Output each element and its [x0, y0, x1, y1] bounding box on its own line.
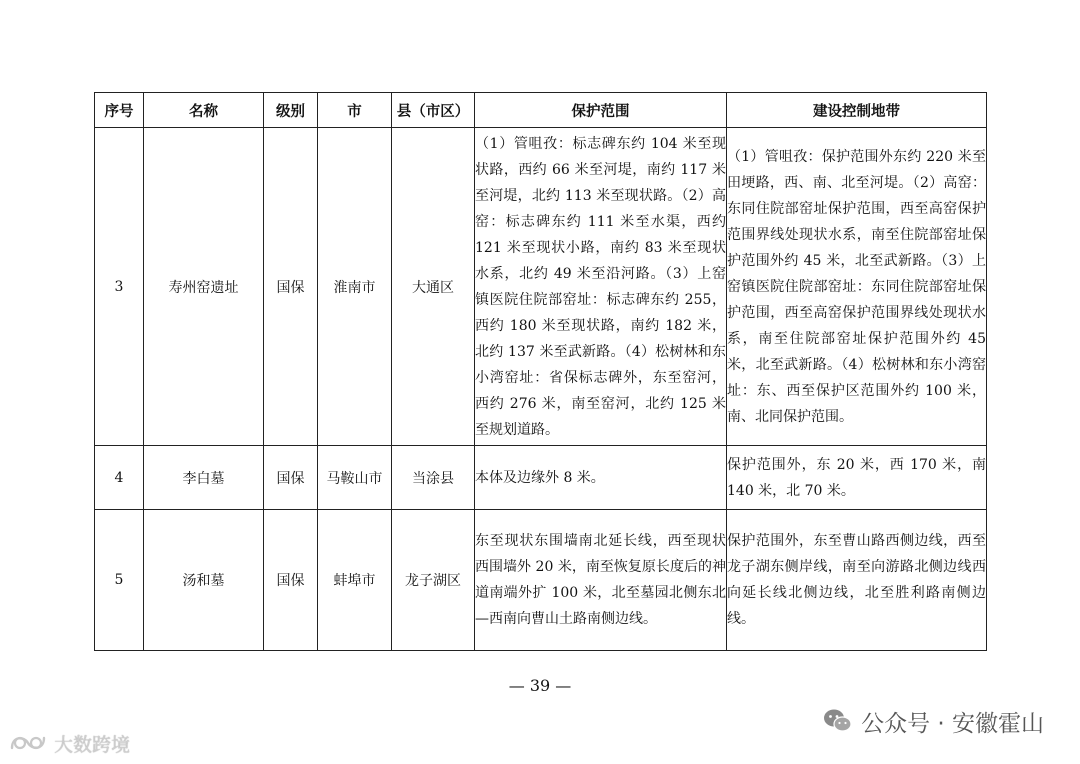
cell-level: 国保: [264, 446, 318, 510]
wechat-watermark: [823, 704, 1044, 738]
cell-level: 国保: [264, 510, 318, 651]
header-protection-scope: 保护范围: [475, 93, 727, 128]
cell-no: 3: [95, 128, 144, 446]
cell-control-zone: 保护范围外，东 20 米，西 170 米，南 140 米，北 70 米。: [727, 446, 987, 510]
table-row: [95, 510, 987, 651]
cell-county: 龙子湖区: [392, 510, 475, 651]
table-row: [95, 446, 987, 510]
cell-city: 马鞍山市: [318, 446, 392, 510]
cell-no: 5: [95, 510, 144, 651]
header-name: 名称: [144, 93, 264, 128]
wechat-icon: [823, 708, 853, 734]
cell-protection-scope: 本体及边缘外 8 米。: [475, 446, 727, 510]
cell-name: 李白墓: [144, 446, 264, 510]
cell-county: 当涂县: [392, 446, 475, 510]
site-name: 大数跨境: [54, 733, 131, 756]
header-level: 级别: [264, 93, 318, 128]
table-row: [95, 128, 987, 446]
cell-name: 寿州窑遗址: [144, 128, 264, 446]
cell-control-zone: （1）管咀孜：保护范围外东约 220 米至田埂路，西、南、北至河堤。（2）高窑：东同住院部窑址保护范围，西至高窑保护范围界线处现状水系，南至住院部窑址保护范围外约 45 米，北至武新路。（3）上窑镇医院住院部窑址：东同住院部窑址保护范围，西至高窑保护范围界线处现状水系，南至住院部窑址保护范围外约 45 米，北至武新路。（4）松树林和东小湾窑址：东、西至保护区范围外约 100 米，南、北同保护范围。: [727, 128, 987, 446]
header-county: 县（市区）: [392, 93, 475, 128]
page-number: — 39 —: [508, 676, 572, 695]
table-header-row: [95, 93, 987, 128]
cell-protection-scope: （1）管咀孜：标志碑东约 104 米至现状路，西约 66 米至河堤，南约 117 米至河堤，北约 113 米至现状路。（2）高窑：标志碑东约 111 米至水渠，西约 121 米至现状小路，南约 83 米至现状水系，北约 49 米至沿河路。（3）上窑镇医院住院部窑址：标志碑东约 255，西约 180 米至现状路，南约 182 米，北约 137 米至武新路。（4）松树林和东小湾窑址：省保标志碑外，东至窑河，西约 276 米，南至窑河，北约 125 米至规划道路。: [475, 128, 727, 446]
heritage-table: [94, 92, 987, 651]
cell-name: 汤和墓: [144, 510, 264, 651]
cell-city: 淮南市: [318, 128, 392, 446]
cell-city: 蚌埠市: [318, 510, 392, 651]
cell-level: 国保: [264, 128, 318, 446]
header-no: 序号: [95, 93, 144, 128]
cell-protection-scope: 东至现状东围墙南北延长线，西至现状西围墙外 20 米，南至恢复原长度后的神道南端外扩 100 米，北至墓园北侧东北—西南向曹山土路南侧边线。: [475, 510, 727, 651]
wechat-account-name: 公众号 · 安徽霍山: [861, 710, 1044, 737]
infinity-logo-icon: [8, 732, 48, 754]
header-city: 市: [318, 93, 392, 128]
cell-county: 大通区: [392, 128, 475, 446]
site-watermark: [8, 728, 130, 758]
cell-no: 4: [95, 446, 144, 510]
cell-control-zone: 保护范围外，东至曹山路西侧边线，西至龙子湖东侧岸线，南至向游路北侧边线西向延长线北侧边线，北至胜利路南侧边线。: [727, 510, 987, 651]
header-control-zone: 建设控制地带: [727, 93, 987, 128]
